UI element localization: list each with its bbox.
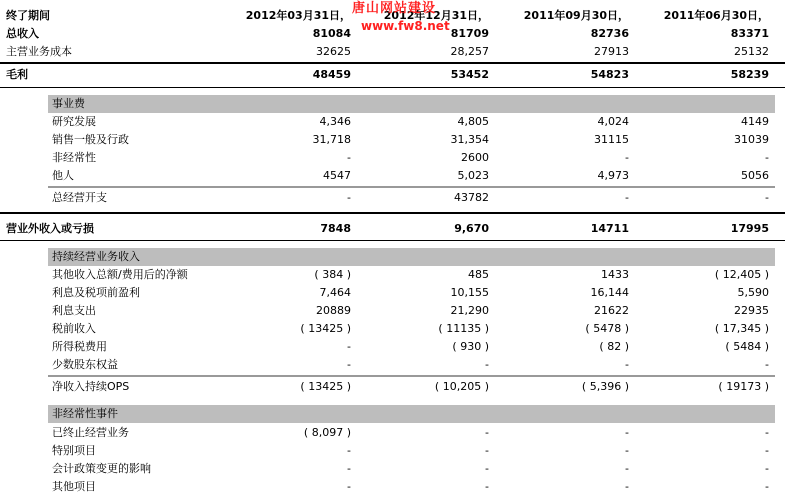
divider bbox=[0, 212, 785, 214]
row-value: ( 11135 ) bbox=[438, 322, 489, 335]
divider bbox=[48, 375, 775, 377]
table-row bbox=[0, 131, 785, 149]
row-value: 58239 bbox=[730, 68, 769, 81]
row-value: - bbox=[625, 191, 629, 204]
row-label: 少数股东权益 bbox=[52, 358, 118, 371]
row-value: 21622 bbox=[594, 304, 629, 317]
row-value: 53452 bbox=[450, 68, 489, 81]
row-value: ( 13425 ) bbox=[300, 380, 351, 393]
row-value: ( 17,345 ) bbox=[714, 322, 769, 335]
row-value: - bbox=[485, 358, 489, 371]
row-label: 税前收入 bbox=[52, 322, 96, 335]
row-label: 特别项目 bbox=[52, 444, 96, 457]
row-value: - bbox=[765, 444, 769, 457]
watermark-url: www.fw8.net bbox=[361, 19, 450, 33]
row-value: - bbox=[347, 340, 351, 353]
row-label: 研究发展 bbox=[52, 115, 96, 128]
table-row bbox=[0, 167, 785, 185]
row-value: 4,973 bbox=[597, 169, 629, 182]
row-label: 利息及税项前盈利 bbox=[52, 286, 140, 299]
gross-profit-row bbox=[0, 66, 785, 84]
operating-income-row bbox=[0, 220, 785, 238]
row-value: 4547 bbox=[323, 169, 351, 182]
row-value: ( 19173 ) bbox=[718, 380, 769, 393]
row-value: - bbox=[485, 426, 489, 439]
row-label: 销售一般及行政 bbox=[52, 133, 129, 146]
row-value: ( 8,097 ) bbox=[303, 426, 351, 439]
table-row bbox=[0, 424, 785, 442]
row-value: - bbox=[625, 444, 629, 457]
table-row bbox=[0, 284, 785, 302]
header-col-1: 2012年03月31日， bbox=[245, 9, 351, 22]
row-value: - bbox=[765, 358, 769, 371]
row-value: 17995 bbox=[730, 222, 769, 235]
divider bbox=[0, 87, 785, 88]
table-row bbox=[0, 113, 785, 131]
row-value: ( 930 ) bbox=[452, 340, 489, 353]
row-value: 22935 bbox=[734, 304, 769, 317]
row-value: 5,590 bbox=[737, 286, 769, 299]
section-header-opex bbox=[48, 95, 775, 113]
table-row bbox=[0, 442, 785, 460]
row-value: ( 384 ) bbox=[314, 268, 351, 281]
row-value: ( 13425 ) bbox=[300, 322, 351, 335]
table-row bbox=[0, 149, 785, 167]
divider bbox=[48, 186, 775, 188]
row-value: 485 bbox=[468, 268, 489, 281]
row-value: ( 10,205 ) bbox=[434, 380, 489, 393]
row-value: 10,155 bbox=[450, 286, 489, 299]
row-value: 4,346 bbox=[319, 115, 351, 128]
table-row bbox=[0, 460, 785, 478]
table-row bbox=[0, 338, 785, 356]
section-title: 事业费 bbox=[52, 97, 85, 110]
row-label: 总经营开支 bbox=[52, 191, 107, 204]
row-value: - bbox=[347, 462, 351, 475]
row-value: 81709 bbox=[450, 27, 489, 40]
continuing-total-row bbox=[0, 378, 785, 396]
row-value: 83371 bbox=[730, 27, 769, 40]
table-row bbox=[0, 266, 785, 284]
watermark-text: 唐山网站建设 bbox=[352, 1, 437, 16]
row-value: 31,718 bbox=[312, 133, 351, 146]
row-value: 27913 bbox=[594, 45, 629, 58]
header-col-4: 2011年06月30日， bbox=[663, 9, 769, 22]
row-value: 7848 bbox=[320, 222, 351, 235]
row-value: - bbox=[347, 151, 351, 164]
row-value: ( 12,405 ) bbox=[714, 268, 769, 281]
row-value: - bbox=[765, 191, 769, 204]
row-value: 28,257 bbox=[450, 45, 489, 58]
row-value: 82736 bbox=[590, 27, 629, 40]
row-value: - bbox=[765, 151, 769, 164]
row-value: 43782 bbox=[454, 191, 489, 204]
row-label: 所得税费用 bbox=[52, 340, 107, 353]
row-label: 已终止经营业务 bbox=[52, 426, 129, 439]
row-label: 会计政策变更的影响 bbox=[52, 462, 151, 475]
header-col-3: 2011年09月30日， bbox=[523, 9, 629, 22]
row-value: 5,023 bbox=[457, 169, 489, 182]
row-value: 25132 bbox=[734, 45, 769, 58]
divider bbox=[0, 240, 785, 241]
row-value: - bbox=[765, 426, 769, 439]
row-label: 其他项目 bbox=[52, 480, 96, 493]
row-label: 营业外收入或亏损 bbox=[6, 222, 94, 235]
row-value: 2600 bbox=[461, 151, 489, 164]
row-value: 9,670 bbox=[454, 222, 489, 235]
row-value: 7,464 bbox=[319, 286, 351, 299]
row-value: 21,290 bbox=[450, 304, 489, 317]
section-header-continuing bbox=[48, 248, 775, 266]
row-value: 16,144 bbox=[590, 286, 629, 299]
row-value: - bbox=[485, 444, 489, 457]
row-value: - bbox=[765, 462, 769, 475]
divider bbox=[0, 62, 785, 64]
row-value: 31,354 bbox=[450, 133, 489, 146]
row-value: 31115 bbox=[594, 133, 629, 146]
row-value: - bbox=[485, 480, 489, 493]
row-value: 4,805 bbox=[457, 115, 489, 128]
row-value: - bbox=[625, 480, 629, 493]
row-value: 4,024 bbox=[597, 115, 629, 128]
row-value: - bbox=[625, 151, 629, 164]
table-row bbox=[0, 302, 785, 320]
row-value: - bbox=[347, 358, 351, 371]
row-value: 81084 bbox=[312, 27, 351, 40]
opex-total-row bbox=[0, 189, 785, 207]
row-label: 其他收入总额/费用后的净额 bbox=[52, 268, 188, 281]
table-row bbox=[0, 320, 785, 338]
row-label: 主营业务成本 bbox=[6, 45, 72, 58]
header-label: 终了期间 bbox=[6, 9, 50, 22]
row-label: 净收入持续OPS bbox=[52, 380, 130, 393]
row-value: ( 82 ) bbox=[599, 340, 629, 353]
row-value: 14711 bbox=[590, 222, 629, 235]
row-value: 5056 bbox=[741, 169, 769, 182]
row-value: - bbox=[347, 191, 351, 204]
row-value: 1433 bbox=[601, 268, 629, 281]
section-title: 非经常性事件 bbox=[52, 407, 118, 420]
row-label: 毛利 bbox=[6, 68, 28, 81]
row-value: 54823 bbox=[590, 68, 629, 81]
table-row bbox=[0, 356, 785, 374]
section-header-nonrecurring bbox=[48, 405, 775, 423]
row-label: 总收入 bbox=[6, 27, 39, 40]
row-value: 48459 bbox=[312, 68, 351, 81]
cost-of-revenue-row bbox=[0, 43, 785, 61]
row-value: - bbox=[485, 462, 489, 475]
row-value: - bbox=[347, 444, 351, 457]
header-col-2: 2012年12月31日， bbox=[383, 9, 489, 22]
row-label: 他人 bbox=[52, 169, 74, 182]
row-value: 32625 bbox=[316, 45, 351, 58]
row-value: 20889 bbox=[316, 304, 351, 317]
row-value: - bbox=[625, 462, 629, 475]
table-row bbox=[0, 478, 785, 496]
row-label: 非经常性 bbox=[52, 151, 96, 164]
row-value: 4149 bbox=[741, 115, 769, 128]
row-value: ( 5484 ) bbox=[725, 340, 769, 353]
row-value: - bbox=[347, 480, 351, 493]
row-value: - bbox=[765, 480, 769, 493]
row-value: - bbox=[625, 426, 629, 439]
row-value: ( 5,396 ) bbox=[581, 380, 629, 393]
section-title: 持续经营业务收入 bbox=[52, 250, 140, 263]
row-value: - bbox=[625, 358, 629, 371]
row-value: 31039 bbox=[734, 133, 769, 146]
row-label: 利息支出 bbox=[52, 304, 96, 317]
row-value: ( 5478 ) bbox=[585, 322, 629, 335]
